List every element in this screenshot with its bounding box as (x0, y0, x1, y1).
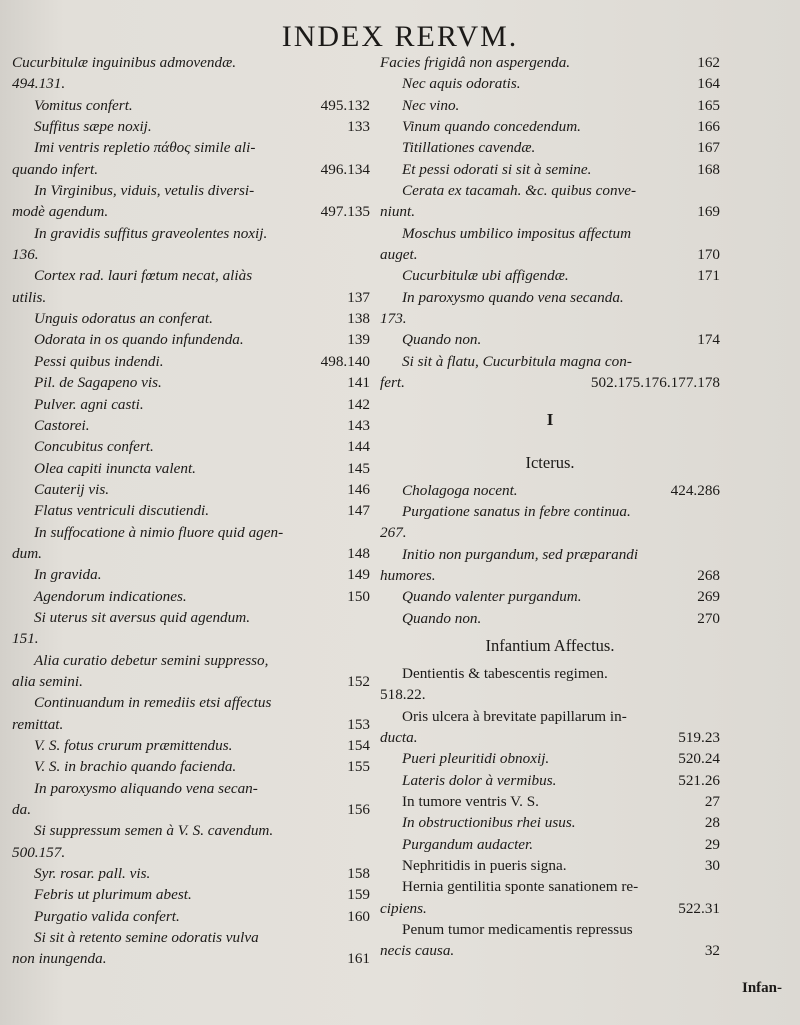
index-entry (380, 95, 720, 116)
page-reference: 174 (697, 331, 720, 349)
entry-text: Quando non. (402, 331, 482, 349)
entry-text: Si sit à flatu, Cucurbitula magna con- (402, 352, 632, 370)
entry-text: Lateris dolor à vermibus. (402, 771, 557, 789)
page-reference: 156 (347, 801, 370, 819)
page-reference: 145 (347, 459, 370, 477)
entry-text: Odorata in os quando infundenda. (34, 331, 244, 349)
page-reference: 148 (347, 544, 370, 562)
entry-text: Cucurbitulæ ubi affigendæ. (402, 267, 569, 285)
index-entry (380, 565, 720, 586)
page-reference: 138 (347, 310, 370, 328)
index-entry (12, 799, 370, 820)
entry-text: Pulver. agni casti. (34, 395, 144, 413)
right-entries-a (380, 52, 720, 394)
entry-text: Si sit à retento semine odoratis vulva (34, 929, 259, 947)
index-entry (12, 906, 370, 927)
left-column (12, 52, 370, 970)
index-entry (12, 52, 370, 73)
index-entry (12, 735, 370, 756)
entry-text: Dentientis & tabescentis regimen. (402, 664, 608, 682)
page-reference: 139 (347, 331, 370, 349)
index-entry (12, 820, 370, 841)
entry-text: niunt. (380, 203, 416, 221)
index-entry (380, 265, 720, 286)
page-reference: 154 (347, 737, 370, 754)
index-entry (12, 948, 370, 969)
index-entry (380, 159, 720, 180)
entry-text: Concubitus confert. (34, 438, 154, 456)
index-entry (380, 770, 720, 791)
index-entry (12, 564, 370, 585)
entry-text: cipiens. (380, 899, 427, 917)
index-entry (12, 522, 370, 543)
index-entry (380, 898, 720, 919)
page-reference: 29 (704, 835, 720, 853)
page-reference: 424.286 (670, 481, 720, 499)
page-reference: 155 (347, 758, 370, 776)
entry-text: Moschus umbilico impositus affectum (402, 224, 632, 242)
entry-text: Nephritidis in pueris signa. (402, 857, 567, 874)
page-reference: 522.31 (678, 899, 720, 917)
page-reference: 520.24 (678, 750, 720, 768)
entry-text: V. S. in brachio quando facienda. (34, 758, 237, 776)
entry-text: Hernia gentilitia sponte sanationem re- (402, 878, 639, 896)
index-entry (12, 863, 370, 884)
entry-text: Vinum quando concedendum. (402, 118, 581, 136)
entry-text: humores. (380, 566, 436, 584)
page-reference: 158 (347, 865, 370, 883)
index-entry (380, 940, 720, 961)
entry-text: dum. (12, 544, 42, 562)
page-reference: 495.132 (320, 96, 370, 114)
index-entry (12, 842, 370, 863)
index-entry (12, 351, 370, 372)
index-entry (380, 308, 720, 329)
entry-text: Syr. rosar. pall. vis. (34, 865, 151, 883)
index-entry (380, 663, 720, 684)
page-reference: 270 (697, 609, 720, 627)
page-reference: 170 (697, 246, 720, 264)
index-entry (12, 884, 370, 905)
index-entry (380, 201, 720, 222)
page-reference: 143 (347, 416, 370, 434)
entry-text: non inungenda. (12, 950, 107, 968)
index-entry (12, 372, 370, 393)
index-entry (380, 586, 720, 607)
entry-text: Castorei. (34, 416, 90, 434)
index-entry (380, 919, 720, 940)
index-entry (380, 180, 720, 201)
entry-text: 494.131. (12, 75, 66, 93)
index-entry (380, 812, 720, 833)
index-entry (380, 287, 720, 308)
entry-text: Purgandum audacter. (402, 835, 534, 853)
index-entry (380, 116, 720, 137)
index-entry (380, 52, 720, 73)
entry-text: 267. (380, 524, 407, 542)
page-reference: 171 (697, 267, 720, 285)
entry-text: Purgatione sanatus in febre continua. (402, 502, 631, 520)
entry-text: auget. (380, 246, 418, 264)
page-reference: 152 (347, 672, 370, 690)
index-entry (12, 607, 370, 628)
page-reference: 519.23 (678, 728, 720, 746)
page-reference: 27 (704, 792, 720, 810)
index-entry (12, 223, 370, 244)
entry-text: Febris ut plurimum abest. (34, 886, 192, 904)
index-entry (12, 586, 370, 607)
index-entry (12, 308, 370, 329)
right-entries-b (380, 480, 720, 629)
entry-text: Olea capiti inuncta valent. (34, 459, 196, 477)
page-reference: 167 (697, 139, 720, 157)
page-reference: 146 (347, 480, 370, 498)
entry-text: fert. (380, 374, 405, 392)
index-entry (12, 287, 370, 308)
entry-text: Cauterij vis. (34, 480, 110, 498)
index-entry (380, 876, 720, 897)
page-reference: 168 (697, 160, 720, 178)
entry-text: Penum tumor medicamentis repressus (402, 921, 633, 939)
running-header: INDEX RERVM. (281, 20, 519, 53)
entry-text: Pessi quibus indendi. (34, 352, 164, 370)
index-entry (12, 116, 370, 137)
entry-text: Nec aquis odoratis. (402, 75, 521, 93)
index-entry (380, 480, 720, 501)
index-entry (380, 137, 720, 158)
page-reference: 150 (347, 587, 370, 605)
right-entries-c (380, 663, 720, 962)
index-entry (12, 500, 370, 521)
entry-text: 500.157. (12, 843, 66, 861)
index-entry (380, 244, 720, 265)
entry-text: 173. (380, 310, 407, 328)
entry-text: Cerata ex tacamah. &c. quibus conve- (402, 182, 637, 200)
index-entry (12, 137, 370, 158)
page-reference: 149 (347, 566, 370, 584)
entry-text: quando infert. (12, 160, 99, 178)
section-title-icterus: Icterus. (525, 452, 575, 472)
entry-text: necis causa. (380, 942, 455, 960)
page-reference: 164 (697, 75, 720, 93)
entry-text: Alia curatio debetur semini suppresso, (34, 651, 269, 669)
index-entry (12, 180, 370, 201)
entry-text: modè agendum. (12, 203, 109, 221)
entry-text: 151. (12, 630, 39, 648)
page-reference: 161 (347, 950, 370, 968)
entry-text: Cortex rad. lauri fœtum necat, aliàs (34, 267, 253, 285)
index-entry (12, 436, 370, 457)
index-entry (380, 372, 720, 393)
entry-text: Cucurbitulæ inguinibus admovendæ. (12, 54, 237, 71)
entry-text: Et pessi odorati si sit à semine. (402, 160, 592, 178)
entry-text: Nec vino. (402, 96, 460, 114)
index-entry (12, 628, 370, 649)
page-reference: 162 (697, 54, 720, 71)
page-reference: 137 (347, 288, 370, 306)
entry-text: In paroxysmo quando vena secanda. (402, 288, 624, 306)
column-gutter (368, 52, 376, 982)
entry-text: In paroxysmo aliquando vena secan- (34, 779, 258, 797)
page-reference: 502.175.176.177.178 (590, 374, 720, 392)
entry-text: In tumore ventris V. S. (402, 792, 539, 810)
entry-text: In gravidis suffitus graveolentes noxij. (34, 224, 268, 242)
entry-text: In obstructionibus rhei usus. (402, 814, 576, 832)
index-entry (12, 329, 370, 350)
page-reference: 269 (697, 588, 720, 606)
section-title-infantium: Infantium Affectus. (485, 635, 615, 655)
index-entry (380, 608, 720, 629)
entry-text: Vomitus confert. (34, 96, 133, 114)
index-entry (380, 684, 720, 705)
page-reference: 498.140 (320, 352, 370, 370)
index-entry (12, 265, 370, 286)
entry-text: V. S. fotus crurum præmittendus. (34, 737, 233, 754)
page-reference: 144 (347, 438, 370, 456)
index-entry (380, 329, 720, 350)
page-reference: 268 (697, 566, 720, 584)
index-entry (12, 95, 370, 116)
index-entry (12, 394, 370, 415)
entry-text: Quando valenter purgandum. (402, 588, 582, 606)
entry-text: Flatus ventriculi discutiendi. (34, 502, 210, 520)
index-entry (380, 223, 720, 244)
page-reference: 169 (697, 203, 720, 221)
page-reference: 497.135 (320, 203, 370, 221)
index-entry (380, 791, 720, 812)
index-entry (12, 159, 370, 180)
index-entry (12, 650, 370, 671)
catchword: Infan- (741, 980, 782, 996)
index-entry (12, 756, 370, 777)
index-entry (12, 458, 370, 479)
page-reference: 32 (704, 942, 720, 960)
page-reference: 153 (347, 715, 370, 733)
index-entry (12, 778, 370, 799)
index-entry (12, 671, 370, 692)
entry-text: In Virginibus, viduis, vetulis diversi- (34, 182, 255, 200)
index-entry (12, 927, 370, 948)
index-entry (12, 479, 370, 500)
entry-text: Imi ventris repletio πάθος simile ali- (34, 139, 256, 157)
index-entry (12, 692, 370, 713)
entry-text: Cholagoga nocent. (402, 481, 518, 499)
page-reference: 165 (697, 96, 720, 114)
index-entry (380, 544, 720, 565)
entry-text: da. (12, 801, 31, 819)
index-entry (380, 351, 720, 372)
page-reference: 496.134 (320, 160, 370, 178)
entry-text: Initio non purgandum, sed præparandi (402, 545, 639, 563)
right-column (380, 52, 720, 962)
entry-text: Si suppressum semen à V. S. cavendum. (34, 822, 274, 840)
section-letter: I (546, 409, 554, 429)
entry-text: Quando non. (402, 609, 482, 627)
entry-text: Pueri pleuritidi obnoxij. (402, 750, 550, 768)
index-entry (12, 415, 370, 436)
entry-text: Facies frigidâ non aspergenda. (380, 54, 571, 71)
entry-text: Si uterus sit aversus quid agendum. (34, 608, 250, 626)
entry-text: 136. (12, 246, 39, 264)
entry-text: Agendorum indicationes. (34, 587, 187, 605)
page-reference: 159 (347, 886, 370, 904)
entry-text: In suffocatione à nimio fluore quid agen- (34, 523, 284, 541)
entry-text: ducta. (380, 728, 418, 746)
index-entry (380, 73, 720, 94)
entry-text: Purgatio valida confert. (34, 907, 180, 925)
index-entry (380, 501, 720, 522)
page-reference: 147 (347, 502, 370, 520)
page-reference: 141 (347, 374, 370, 392)
page-reference: 160 (347, 907, 370, 925)
entry-text: Oris ulcera à brevitate papillarum in- (402, 707, 627, 725)
index-entry (12, 201, 370, 222)
index-entry (12, 543, 370, 564)
page-reference: 166 (697, 118, 720, 136)
page-reference: 142 (347, 395, 370, 413)
entry-text: Unguis odoratus an conferat. (34, 310, 213, 328)
index-entry (380, 522, 720, 543)
index-entry (380, 834, 720, 855)
index-entry (380, 855, 720, 876)
entry-text: alia semini. (12, 672, 83, 690)
entry-text: 518.22. (380, 686, 426, 704)
index-entry (12, 714, 370, 735)
entry-text: Suffitus sæpe noxij. (34, 118, 152, 136)
entry-text: remittat. (12, 715, 64, 733)
page-reference: 133 (347, 118, 370, 136)
index-entry (12, 244, 370, 265)
entry-text: Pil. de Sagapeno vis. (34, 374, 162, 392)
entry-text: In gravida. (34, 566, 102, 584)
index-entry (380, 706, 720, 727)
index-entry (12, 73, 370, 94)
page-reference: 521.26 (678, 771, 720, 789)
page-reference: 28 (704, 814, 720, 832)
page-reference: 30 (704, 857, 720, 874)
index-entry (380, 727, 720, 748)
entry-text: utilis. (12, 288, 47, 306)
entry-text: Titillationes cavendæ. (402, 139, 536, 157)
index-entry (380, 748, 720, 769)
entry-text: Continuandum in remediis etsi affectus (34, 694, 272, 712)
